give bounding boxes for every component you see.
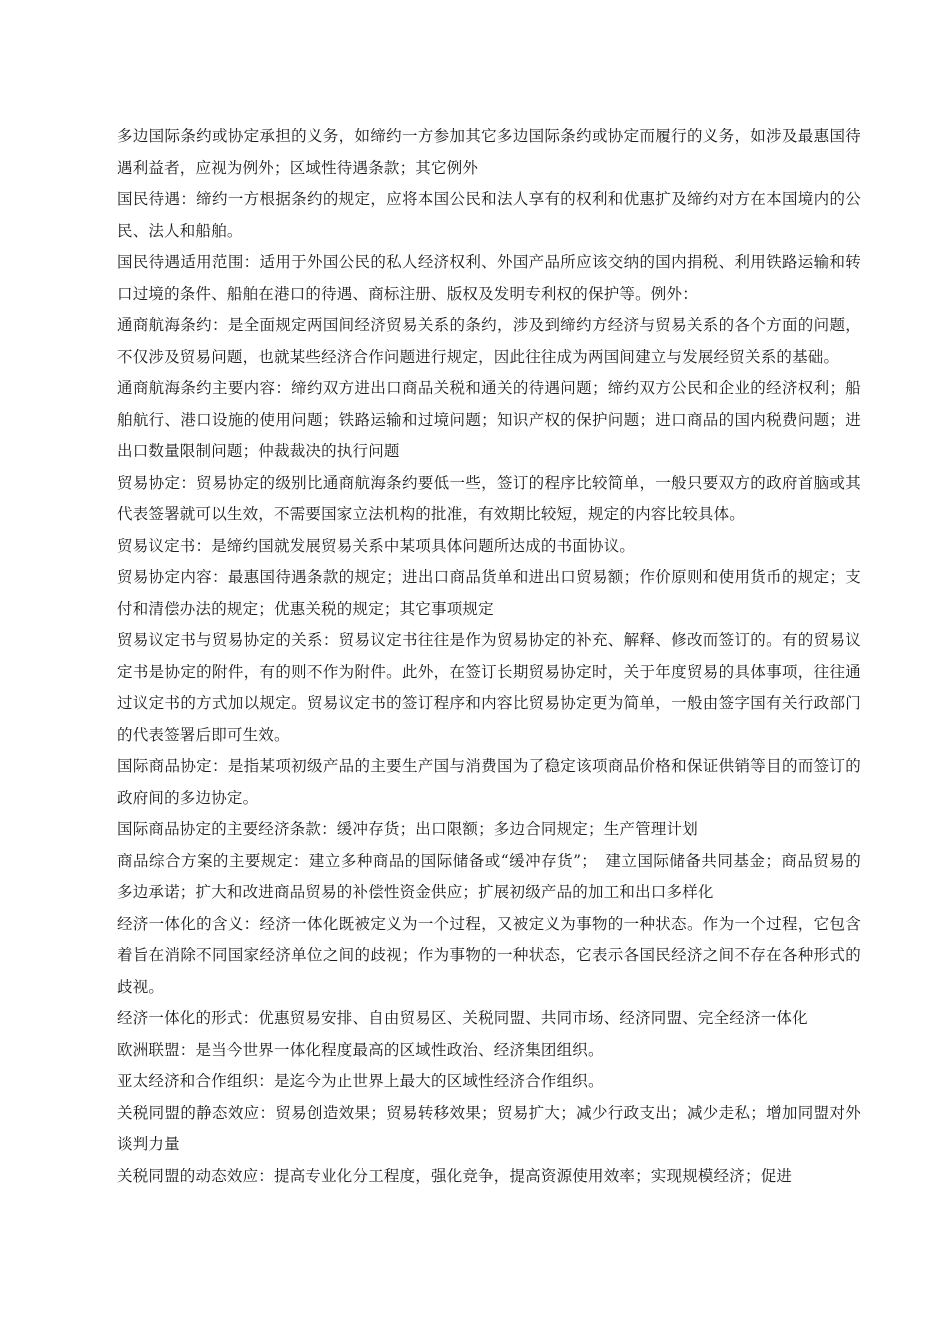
paragraph-commerce-navigation-content: 通商航海条约主要内容：缔约双方进出口商品关税和通关的待遇问题；缔约双方公民和企业的经济权利；船舶航行、港口设施的使用问题；铁路运输和过境问题；知识产权的保护问题；进口商品的国内税费问题；进出口数量限制问题；仲裁裁决的执行问题	[117, 379, 861, 460]
paragraph-customs-union-static: 关税同盟的静态效应：贸易创造效果；贸易转移效果；贸易扩大；减少行政支出；减少走私；增加同盟对外谈判力量	[117, 1103, 861, 1153]
paragraph-integrated-commodity-programme: 商品综合方案的主要规定：建立多种商品的国际储备或“缓冲存货”； 建立国际储备共同基金；商品贸易的多边承诺；扩大和改进商品贸易的补偿性资金供应；扩展初级产品的加工和出口多样化	[117, 851, 861, 901]
paragraph-apec: 亚太经济和合作组织：是迄今为止世界上最大的区域性经济合作组织。	[117, 1072, 604, 1090]
paragraph-trade-agreement: 贸易协定：贸易协定的级别比通商航海条约要低一些，签订的程序比较简单，一般只要双方的政府首脑或其代表签署就可以生效，不需要国家立法机构的批准，有效期比较短，规定的内容比较具体。	[117, 473, 861, 523]
paragraph-european-union: 欧洲联盟：是当今世界一体化程度最高的区域性政治、经济集团组织。	[117, 1040, 604, 1059]
paragraph-trade-protocol: 贸易议定书：是缔约国就发展贸易关系中某项具体问题所达成的书面协议。	[117, 536, 636, 555]
paragraph-trade-agreement-content: 贸易协定内容：最惠国待遇条款的规定；进出口商品货单和进出口贸易额；作价原则和使用货币的规定；支付和清偿办法的规定；优惠关税的规定；其它事项规定	[117, 568, 861, 618]
paragraph-protocol-agreement-relation: 贸易议定书与贸易协定的关系：贸易议定书往往是作为贸易协定的补充、解释、修改而签订的。有的贸易议定书是协定的附件，有的则不作为附件。此外，在签订长期贸易协定时，关于年度贸易的具体事项，往往通过议定书的方式加以规定。贸易议定书的签订程序和内容比贸易协定更为简单，一般由签字国有关行政部门的代表签署后即可生效。	[117, 631, 861, 744]
paragraph-economic-integration-meaning: 经济一体化的含义：经济一体化既被定义为一个过程，又被定义为事物的一种状态。作为一个过程，它包含着旨在消除不同国家经济单位之间的歧视；作为事物的一种状态，它表示各国民经济之间不存在各种形式的歧视。	[117, 914, 861, 996]
paragraph-commodity-agreement-terms: 国际商品协定的主要经济条款：缓冲存货；出口限额；多边合同规定；生产管理计划	[117, 820, 698, 838]
paragraph-commodity-agreement: 国际商品协定：是指某项初级产品的主要生产国与消费国为了稳定该项商品价格和保证供销等目的而签订的政府间的多边协定。	[117, 757, 861, 807]
paragraph-commerce-navigation-treaty: 通商航海条约：是全面规定两国间经济贸易关系的条约，涉及到缔约方经济与贸易关系的各个方面的问题，不仅涉及贸易问题，也就某些经济合作问题进行规定，因此往往成为两国间建立与发展经贸关系的基础。	[117, 316, 861, 366]
document-body	[117, 121, 861, 1192]
paragraph-national-treatment-scope: 国民待遇适用范围：适用于外国公民的私人经济权利、外国产品所应该交纳的国内捐税、利用铁路运输和转口过境的条件、船舶在港口的待遇、商标注册、版权及发明专利权的保护等。例外：	[117, 253, 861, 303]
paragraph-economic-integration-forms: 经济一体化的形式：优惠贸易安排、自由贸易区、关税同盟、共同市场、经济同盟、完全经济一体化	[117, 1009, 808, 1027]
paragraph-national-treatment: 国民待遇：缔约一方根据条约的规定，应将本国公民和法人享有的权利和优惠扩及缔约对方在本国境内的公民、法人和船舶。	[117, 190, 861, 240]
paragraph-mfn-exceptions: 多边国际条约或协定承担的义务，如缔约一方参加其它多边国际条约或协定而履行的义务，如涉及最惠国待遇利益者，应视为例外；区域性待遇条款；其它例外	[117, 127, 861, 177]
paragraph-customs-union-dynamic: 关税同盟的动态效应：提高专业化分工程度，强化竞争，提高资源使用效率；实现规模经济；促进	[117, 1166, 793, 1185]
